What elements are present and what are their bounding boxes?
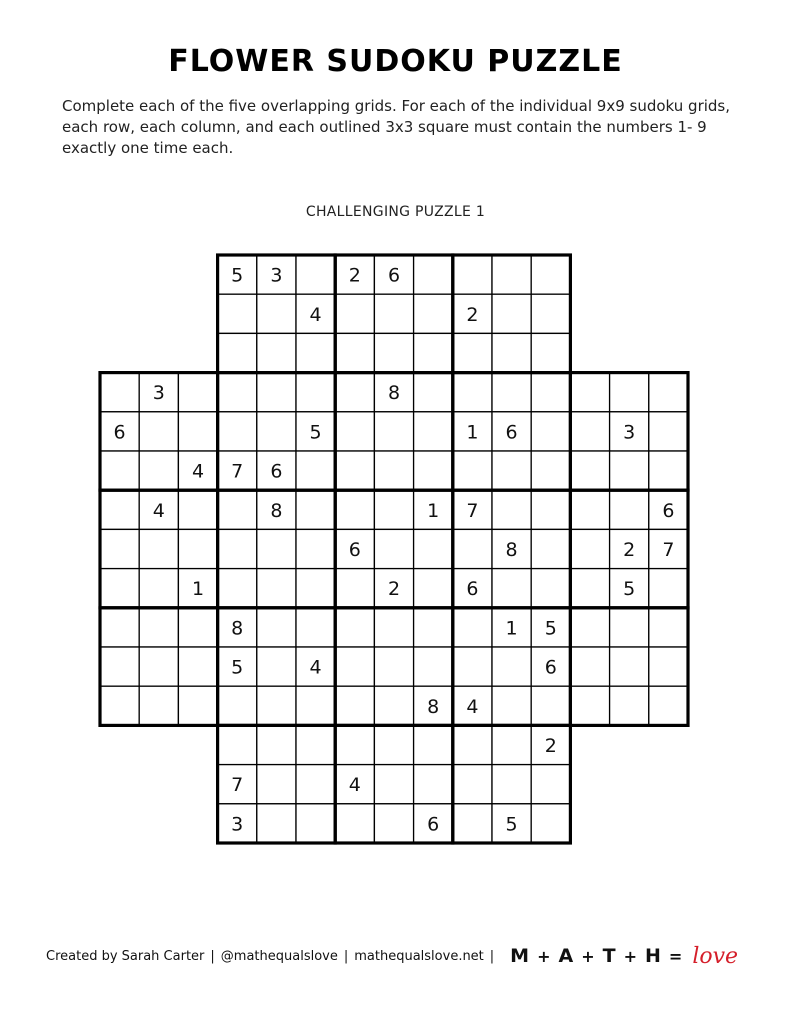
sudoku-cell[interactable]: [335, 451, 374, 490]
brand-letter-a: A: [558, 945, 574, 967]
sudoku-cell[interactable]: [218, 333, 257, 372]
sudoku-cell[interactable]: [570, 569, 609, 608]
given-digit: 2: [623, 539, 636, 561]
brand-love-script: love: [692, 943, 739, 969]
sudoku-cell[interactable]: [531, 373, 570, 412]
sudoku-cell[interactable]: [649, 569, 688, 608]
sudoku-cell[interactable]: [374, 647, 413, 686]
brand-equals: =: [668, 946, 683, 966]
footer-separator: |: [489, 948, 495, 964]
given-digit: 6: [113, 421, 126, 444]
sudoku-cell[interactable]: [335, 804, 374, 843]
sudoku-cell[interactable]: [257, 804, 296, 843]
sudoku-cell[interactable]: [610, 490, 649, 529]
sudoku-cell[interactable]: [492, 490, 531, 529]
sudoku-cell[interactable]: [178, 647, 217, 686]
sudoku-cell[interactable]: [100, 373, 139, 412]
sudoku-cell[interactable]: [296, 569, 335, 608]
sudoku-cell[interactable]: [335, 412, 374, 451]
sudoku-cell[interactable]: [257, 529, 296, 568]
given-digit: 5: [309, 421, 322, 444]
sudoku-cell[interactable]: [531, 451, 570, 490]
sudoku-cell[interactable]: [374, 529, 413, 568]
sudoku-cell[interactable]: [374, 451, 413, 490]
given-digit: 3: [623, 421, 636, 444]
sudoku-cell[interactable]: [570, 373, 609, 412]
given-digit: 7: [231, 774, 244, 797]
sudoku-cell[interactable]: [257, 647, 296, 686]
sudoku-cell[interactable]: [492, 725, 531, 764]
sudoku-cell[interactable]: [570, 490, 609, 529]
sudoku-cell[interactable]: [531, 490, 570, 529]
sudoku-cell[interactable]: [296, 255, 335, 294]
given-digit: 3: [152, 382, 165, 405]
given-digit: 8: [270, 499, 283, 522]
given-digit: 8: [231, 617, 244, 640]
given-digit: 4: [348, 774, 361, 797]
sudoku-cell[interactable]: [139, 686, 178, 725]
given-digit: 6: [387, 264, 401, 287]
sudoku-cell[interactable]: [453, 647, 492, 686]
sudoku-cell[interactable]: [218, 490, 257, 529]
given-digit: 6: [348, 539, 361, 561]
given-digit: 5: [505, 813, 518, 836]
sudoku-cell[interactable]: [570, 647, 609, 686]
sudoku-cell[interactable]: [100, 686, 139, 725]
brand-logo: [510, 944, 746, 969]
sudoku-cell[interactable]: [649, 451, 688, 490]
sudoku-cell[interactable]: [492, 294, 531, 333]
brand-letter-h: H: [645, 945, 661, 967]
sudoku-cell[interactable]: [610, 373, 649, 412]
sudoku-cell[interactable]: [414, 725, 453, 764]
given-digit: 6: [662, 499, 675, 522]
sudoku-cell[interactable]: [531, 804, 570, 843]
sudoku-cell[interactable]: [374, 294, 413, 333]
sudoku-cell[interactable]: [531, 529, 570, 568]
sudoku-cell[interactable]: [649, 373, 688, 412]
sudoku-cell[interactable]: [178, 686, 217, 725]
sudoku-cell[interactable]: [414, 529, 453, 568]
sudoku-cell[interactable]: [139, 529, 178, 568]
sudoku-cell[interactable]: [335, 647, 374, 686]
sudoku-cell[interactable]: [374, 490, 413, 529]
given-digit: 6: [427, 813, 440, 836]
given-digit: 4: [152, 499, 165, 522]
given-digit: 8: [387, 382, 401, 405]
footer-separator: |: [210, 948, 215, 964]
sudoku-cell[interactable]: [257, 569, 296, 608]
sudoku-cell[interactable]: [414, 765, 453, 804]
sudoku-cell[interactable]: [178, 412, 217, 451]
given-digit: 5: [544, 617, 557, 640]
sudoku-cell[interactable]: [492, 765, 531, 804]
given-digit: 2: [348, 264, 361, 287]
given-digit: 6: [544, 656, 557, 679]
sudoku-cell[interactable]: [414, 333, 453, 372]
brand-letter-m: M: [510, 945, 530, 967]
sudoku-cell[interactable]: [414, 647, 453, 686]
sudoku-cell[interactable]: [492, 373, 531, 412]
sudoku-cell[interactable]: [335, 294, 374, 333]
sudoku-cell[interactable]: [296, 765, 335, 804]
sudoku-cell[interactable]: [492, 647, 531, 686]
sudoku-cell[interactable]: [335, 725, 374, 764]
sudoku-cell[interactable]: [335, 608, 374, 647]
given-digit: 6: [466, 578, 479, 601]
sudoku-cell[interactable]: [374, 686, 413, 725]
sudoku-cell[interactable]: [649, 686, 688, 725]
given-digit: 7: [662, 539, 675, 561]
sudoku-cell[interactable]: [649, 647, 688, 686]
sudoku-cell[interactable]: [414, 569, 453, 608]
cells-layer: [100, 255, 688, 843]
sudoku-cell[interactable]: [335, 686, 374, 725]
sudoku-cell[interactable]: [453, 333, 492, 372]
sudoku-cell[interactable]: [139, 647, 178, 686]
sudoku-cell[interactable]: [218, 529, 257, 568]
sudoku-cell[interactable]: [100, 490, 139, 529]
sudoku-cell[interactable]: [492, 451, 531, 490]
instructions-text: Complete each of the five overlapping grids. For each of the individual 9x9 sudoku grids, each row, each column, and each outlined 3x3 square must contain the numbers 1- 9 exactly one time each.: [62, 97, 731, 157]
sudoku-cell[interactable]: [139, 412, 178, 451]
footer-author: Created by Sarah Carter: [46, 948, 205, 964]
sudoku-cell[interactable]: [139, 608, 178, 647]
puzzle-subtitle: CHALLENGING PUZZLE 1: [305, 204, 486, 220]
sudoku-cell[interactable]: [610, 647, 649, 686]
sudoku-cell[interactable]: [453, 725, 492, 764]
given-digit: 8: [427, 695, 440, 718]
sudoku-cell[interactable]: [139, 451, 178, 490]
given-digit: 6: [270, 460, 283, 483]
sudoku-cell[interactable]: [257, 608, 296, 647]
sudoku-cell[interactable]: [531, 412, 570, 451]
sudoku-cell[interactable]: [610, 451, 649, 490]
sudoku-cell[interactable]: [178, 608, 217, 647]
sudoku-cell[interactable]: [531, 294, 570, 333]
sudoku-cell[interactable]: [414, 373, 453, 412]
sudoku-cell[interactable]: [218, 725, 257, 764]
given-digit: 5: [231, 264, 244, 287]
given-digit: 4: [466, 695, 479, 718]
sudoku-cell[interactable]: [492, 686, 531, 725]
sudoku-cell[interactable]: [414, 294, 453, 333]
sudoku-cell[interactable]: [531, 569, 570, 608]
sudoku-cell[interactable]: [374, 412, 413, 451]
sudoku-cell[interactable]: [531, 333, 570, 372]
sudoku-cell[interactable]: [218, 373, 257, 412]
sudoku-cell[interactable]: [257, 412, 296, 451]
given-digit: 4: [191, 460, 205, 483]
sudoku-cell[interactable]: [374, 765, 413, 804]
sudoku-cell[interactable]: [570, 451, 609, 490]
sudoku-cell[interactable]: [296, 333, 335, 372]
sudoku-cell[interactable]: [414, 255, 453, 294]
sudoku-cell[interactable]: [296, 608, 335, 647]
sudoku-cell[interactable]: [100, 608, 139, 647]
sudoku-cell[interactable]: [100, 451, 139, 490]
given-digit: 3: [231, 813, 244, 836]
sudoku-cell[interactable]: [374, 608, 413, 647]
sudoku-cell[interactable]: [178, 373, 217, 412]
sudoku-cell[interactable]: [139, 569, 178, 608]
given-digit: 5: [231, 656, 244, 679]
sudoku-cell[interactable]: [335, 373, 374, 412]
sudoku-cell[interactable]: [453, 255, 492, 294]
sudoku-cell[interactable]: [414, 451, 453, 490]
given-digit: 2: [387, 578, 401, 601]
sudoku-cell[interactable]: [570, 686, 609, 725]
given-digit: 1: [191, 578, 205, 601]
given-digit: 1: [466, 421, 479, 444]
given-digit: 3: [270, 264, 283, 287]
sudoku-cell[interactable]: [296, 373, 335, 412]
footer-website: mathequalslove.net: [354, 948, 484, 964]
given-digit: 7: [466, 499, 479, 522]
sudoku-cell[interactable]: [335, 333, 374, 372]
given-digit: 4: [309, 656, 322, 679]
sudoku-cell[interactable]: [453, 608, 492, 647]
sudoku-cell[interactable]: [610, 686, 649, 725]
sudoku-cell[interactable]: [296, 686, 335, 725]
sudoku-cell[interactable]: [335, 569, 374, 608]
sudoku-cell[interactable]: [178, 529, 217, 568]
sudoku-cell[interactable]: [100, 529, 139, 568]
sudoku-cell[interactable]: [218, 412, 257, 451]
given-digit: 1: [505, 617, 518, 640]
sudoku-cell[interactable]: [531, 765, 570, 804]
sudoku-cell[interactable]: [335, 490, 374, 529]
given-digit: 8: [505, 539, 518, 561]
sudoku-cell[interactable]: [453, 451, 492, 490]
footer-handle: @mathequalslove: [220, 948, 338, 964]
sudoku-cell[interactable]: [296, 490, 335, 529]
sudoku-cell[interactable]: [100, 647, 139, 686]
sudoku-cell[interactable]: [414, 608, 453, 647]
sudoku-cell[interactable]: [453, 529, 492, 568]
footer-separator: |: [343, 948, 349, 964]
sudoku-cell[interactable]: [257, 333, 296, 372]
sudoku-cell[interactable]: [296, 725, 335, 764]
sudoku-cell[interactable]: [649, 412, 688, 451]
sudoku-cell[interactable]: [100, 569, 139, 608]
sudoku-cell[interactable]: [492, 255, 531, 294]
sudoku-cell[interactable]: [218, 686, 257, 725]
sudoku-cell[interactable]: [570, 608, 609, 647]
given-digit: 4: [309, 303, 322, 326]
sudoku-cell[interactable]: [296, 804, 335, 843]
brand-plus: +: [623, 946, 637, 966]
brand-letter-t: T: [602, 945, 616, 967]
sudoku-cell[interactable]: [649, 608, 688, 647]
given-digit: 1: [427, 499, 440, 522]
sudoku-cell[interactable]: [257, 725, 296, 764]
sudoku-cell[interactable]: [218, 569, 257, 608]
sudoku-cell[interactable]: [414, 412, 453, 451]
sudoku-cell[interactable]: [531, 686, 570, 725]
sudoku-cell[interactable]: [374, 333, 413, 372]
given-digit: 2: [544, 735, 557, 757]
given-digit: 6: [505, 421, 518, 444]
sudoku-cell[interactable]: [453, 804, 492, 843]
page-title: FLOWER SUDOKU PUZZLE: [168, 44, 623, 79]
given-digit: 5: [623, 578, 636, 601]
sudoku-cell[interactable]: [492, 569, 531, 608]
sudoku-cell[interactable]: [492, 333, 531, 372]
given-digit: 7: [231, 460, 244, 483]
sudoku-cell[interactable]: [257, 373, 296, 412]
sudoku-cell[interactable]: [257, 765, 296, 804]
brand-plus: +: [581, 946, 595, 966]
footer: [46, 944, 746, 968]
brand-plus: +: [537, 946, 551, 966]
sudoku-cell[interactable]: [610, 608, 649, 647]
sudoku-cell[interactable]: [296, 529, 335, 568]
sudoku-cell[interactable]: [453, 373, 492, 412]
given-digit: 2: [466, 303, 479, 326]
sudoku-cell[interactable]: [296, 451, 335, 490]
sudoku-cell[interactable]: [453, 765, 492, 804]
sudoku-cell[interactable]: [570, 529, 609, 568]
sudoku-cell[interactable]: [374, 725, 413, 764]
sudoku-cell[interactable]: [374, 804, 413, 843]
sudoku-cell[interactable]: [218, 294, 257, 333]
sudoku-cell[interactable]: [257, 686, 296, 725]
sudoku-cell[interactable]: [570, 412, 609, 451]
sudoku-cell[interactable]: [531, 255, 570, 294]
sudoku-cell[interactable]: [178, 490, 217, 529]
sudoku-cell[interactable]: [257, 294, 296, 333]
